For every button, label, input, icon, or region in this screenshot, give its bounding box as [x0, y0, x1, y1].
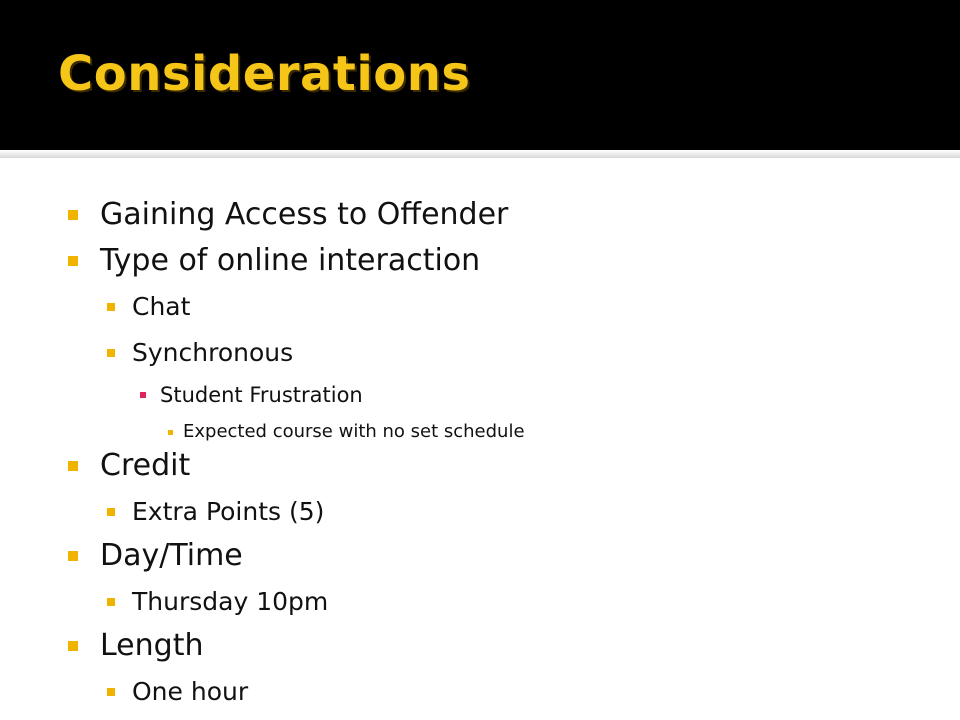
bullet-text: Type of online interaction — [100, 243, 481, 278]
title-bar — [0, 0, 960, 150]
bullet-square-icon — [107, 303, 115, 311]
bullet-square-icon — [68, 551, 78, 561]
bullet-text: Expected course with no set schedule — [183, 421, 525, 442]
bullet-square-icon — [107, 349, 115, 357]
slide-title: Considerations — [58, 46, 471, 102]
bullet-text: Synchronous — [132, 338, 294, 367]
bullet-square-icon — [68, 210, 78, 220]
bullet-text: Gaining Access to Offender — [100, 197, 509, 232]
bullet-text: Student Frustration — [160, 383, 363, 407]
bullet-square-icon — [107, 688, 115, 696]
bullet-text: Credit — [100, 448, 191, 483]
bullet-square-icon — [68, 641, 78, 651]
bullet-square-icon — [168, 430, 173, 435]
bullet-square-icon — [107, 598, 115, 606]
bullet-text: Length — [100, 628, 204, 663]
bullet-square-icon — [68, 256, 78, 266]
bullet-text: Day/Time — [100, 538, 243, 573]
bullet-text: Chat — [132, 292, 191, 321]
bullet-square-icon — [140, 392, 146, 398]
bullet-square-icon — [68, 461, 78, 471]
bullet-square-icon — [107, 508, 115, 516]
divider — [0, 150, 960, 158]
bullet-text: Extra Points (5) — [132, 497, 325, 526]
bullet-text: Thursday 10pm — [132, 587, 329, 616]
bullet-text: One hour — [132, 677, 249, 706]
